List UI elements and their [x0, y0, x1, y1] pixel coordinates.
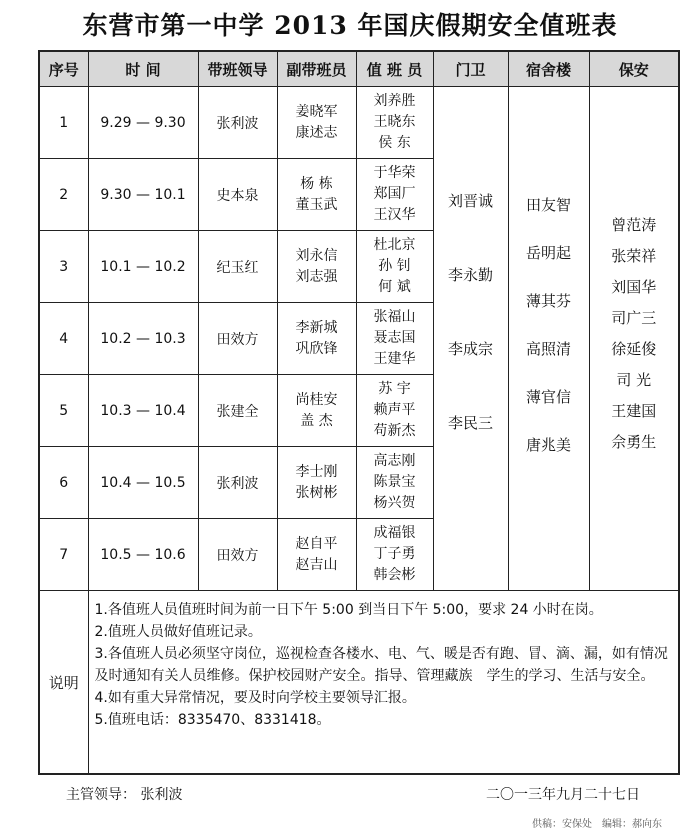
guard-name: 王建国: [611, 401, 657, 420]
row-leader: 纪玉红: [198, 231, 277, 303]
notes-row: [39, 591, 679, 775]
guard-column: [589, 87, 679, 591]
row-deputy: [277, 519, 356, 591]
header-dorm: 宿舍楼: [508, 51, 589, 87]
row-leader: 史本泉: [198, 159, 277, 231]
gate-name: 李民三: [447, 413, 493, 432]
note-item: 4.如有重大异常情况，要及时向学校主要领导汇报。: [94, 690, 416, 706]
header-no: 序号: [39, 51, 88, 87]
guard-name: 佘勇生: [611, 432, 657, 451]
row-deputy: [277, 231, 356, 303]
header-duty: 值 班 员: [356, 51, 433, 87]
deputy-name: 赵吉山: [295, 556, 338, 573]
row-deputy: [277, 375, 356, 447]
row-leader: 张建全: [198, 375, 277, 447]
deputy-name: 李士刚: [295, 463, 338, 480]
row-no: 4: [39, 303, 88, 375]
page-title: 东营市第一中学 2013 年国庆假期安全值班表: [82, 11, 618, 40]
row-time: 9.30 — 10.1: [88, 159, 198, 231]
header-guard: 保安: [589, 51, 679, 87]
gate-name: 李永勤: [447, 265, 493, 284]
row-deputy: [277, 447, 356, 519]
duty-name: 苟新杰: [373, 423, 416, 439]
row-deputy: [277, 303, 356, 375]
credit-line: 供稿：安保处 编辑：郝向东: [532, 819, 662, 830]
duty-name: 高志刚: [373, 453, 416, 469]
duty-name: 王汉华: [373, 207, 416, 223]
gate-column: [433, 87, 508, 591]
duty-roster-table: [38, 50, 680, 775]
deputy-name: 姜晓军: [295, 103, 338, 120]
notes-body: [88, 591, 682, 775]
deputy-name: 李新城: [295, 319, 338, 336]
deputy-name: 尚桂安: [295, 391, 338, 408]
row-time: 10.2 — 10.3: [88, 303, 198, 375]
header-deputy: 副带班员: [277, 51, 356, 87]
deputy-name: 赵自平: [295, 535, 338, 552]
duty-name: 王建华: [373, 351, 416, 367]
table-row: [39, 87, 679, 159]
duty-name: 张福山: [373, 309, 416, 325]
row-no: 1: [39, 87, 88, 159]
dorm-name: 高照清: [525, 339, 571, 358]
duty-name: 成福银: [373, 525, 416, 541]
note-item: 2.值班人员做好值班记录。: [94, 624, 262, 640]
row-time: 9.29 — 9.30: [88, 87, 198, 159]
dorm-column: [508, 87, 589, 591]
dorm-name: 岳明起: [525, 243, 571, 262]
gate-name: 李成宗: [447, 339, 493, 358]
duty-name: 侯 东: [378, 135, 411, 151]
row-no: 5: [39, 375, 88, 447]
guard-name: 司 光: [616, 370, 652, 389]
header-time: 时 间: [88, 51, 198, 87]
dorm-name: 唐兆美: [525, 435, 571, 454]
row-duty: [356, 231, 433, 303]
dorm-name: 薄其芬: [525, 291, 571, 310]
row-leader: 田效方: [198, 303, 277, 375]
header-row: [39, 51, 679, 87]
header-gate: 门卫: [433, 51, 508, 87]
notes-label: 说明: [39, 591, 88, 775]
gate-name: 刘晋诚: [447, 191, 493, 210]
row-no: 2: [39, 159, 88, 231]
row-duty: [356, 159, 433, 231]
row-time: 10.3 — 10.4: [88, 375, 198, 447]
row-duty: [356, 303, 433, 375]
deputy-name: 董玉武: [295, 196, 338, 213]
guard-name: 曾范涛: [611, 215, 657, 234]
duty-name: 杨兴贺: [373, 495, 416, 511]
guard-name: 张荣祥: [611, 246, 657, 265]
duty-name: 于华荣: [373, 165, 416, 181]
duty-name: 苏 宇: [378, 381, 411, 397]
dorm-name: 薄官信: [525, 387, 571, 406]
row-leader: 田效方: [198, 519, 277, 591]
duty-name: 赖声平: [373, 402, 416, 418]
row-time: 10.5 — 10.6: [88, 519, 198, 591]
deputy-name: 张树彬: [295, 484, 338, 501]
row-time: 10.1 — 10.2: [88, 231, 198, 303]
duty-name: 孙 钊: [378, 258, 411, 274]
row-duty: [356, 519, 433, 591]
supervisor-line: 主管领导： 张利波: [66, 787, 183, 803]
duty-name: 杜北京: [373, 237, 416, 253]
guard-name: 刘国华: [611, 277, 657, 296]
note-item: 5.值班电话：8335470、8331418。: [94, 712, 331, 728]
duty-name: 聂志国: [373, 330, 416, 346]
row-leader: 张利波: [198, 447, 277, 519]
duty-name: 刘养胜: [373, 93, 416, 109]
header-leader: 带班领导: [198, 51, 277, 87]
row-no: 3: [39, 231, 88, 303]
deputy-name: 盖 杰: [300, 412, 333, 429]
row-duty: [356, 87, 433, 159]
duty-name: 王晓东: [373, 114, 416, 130]
row-leader: 张利波: [198, 87, 277, 159]
deputy-name: 刘志强: [295, 268, 338, 285]
guard-name: 徐延俊: [611, 339, 657, 358]
deputy-name: 康述志: [295, 124, 338, 141]
issue-date: 二〇一三年九月二十七日: [486, 787, 640, 803]
deputy-name: 巩欣锋: [295, 340, 338, 357]
deputy-name: 刘永信: [295, 247, 338, 264]
note-item: 3.各值班人员必须坚守岗位，巡视检查各楼水、电、气、暖是否有跑、冒、滴、漏，如有情况 及时通知有关人员维修。保护校园财产安全。指导、管理藏族 学生的学习、生活与安全。: [94, 646, 682, 684]
duty-name: 何 斌: [378, 279, 411, 295]
row-no: 7: [39, 519, 88, 591]
duty-name: 陈景宝: [373, 474, 416, 490]
row-no: 6: [39, 447, 88, 519]
deputy-name: 杨 栋: [300, 175, 333, 192]
row-time: 10.4 — 10.5: [88, 447, 198, 519]
dorm-name: 田友智: [525, 195, 571, 214]
duty-name: 韩会彬: [373, 567, 416, 583]
note-item: 1.各值班人员值班时间为前一日下午 5:00 到当日下午 5:00，要求 24 小时在岗。: [94, 602, 603, 618]
duty-name: 郑国厂: [373, 186, 416, 202]
guard-name: 司广三: [611, 308, 657, 327]
row-deputy: [277, 159, 356, 231]
row-deputy: [277, 87, 356, 159]
row-duty: [356, 375, 433, 447]
row-duty: [356, 447, 433, 519]
duty-name: 丁子勇: [373, 546, 416, 562]
